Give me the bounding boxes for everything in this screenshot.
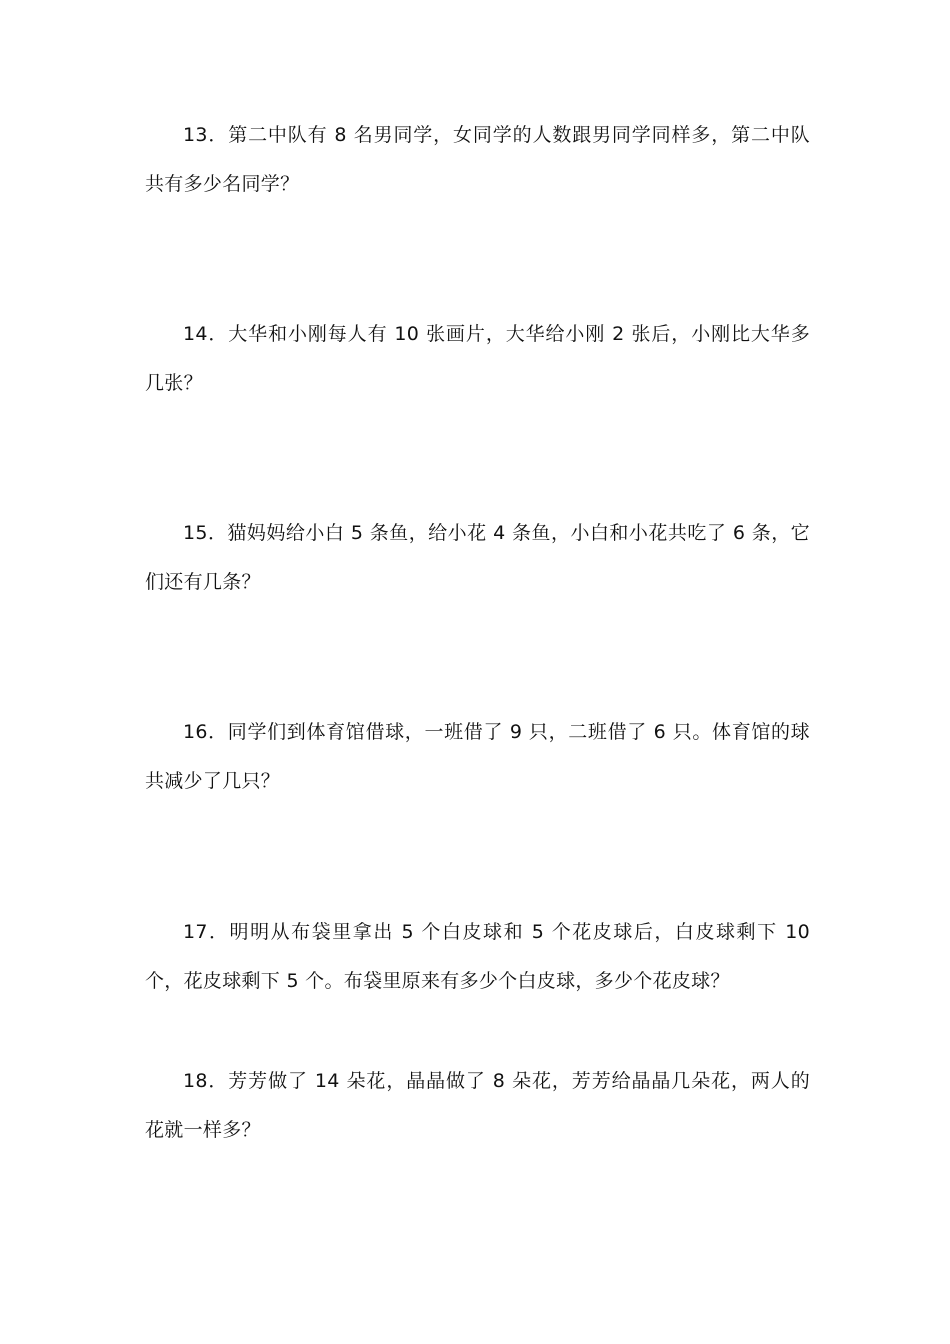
problem-14: 14．大华和小刚每人有 10 张画片，大华给小刚 2 张后，小刚比大华多几张？ [145,323,810,394]
problem-16: 16．同学们到体育馆借球，一班借了 9 只，二班借了 6 只。体育馆的球共减少了几只？ [145,721,810,792]
problem-15: 15．猫妈妈给小白 5 条鱼，给小花 4 条鱼，小白和小花共吃了 6 条，它们还有几条？ [145,522,810,593]
problem-18: 18．芳芳做了 14 朵花，晶晶做了 8 朵花，芳芳给晶晶几朵花，两人的花就一样多？ [145,1070,810,1141]
problem-17: 17．明明从布袋里拿出 5 个白皮球和 5 个花皮球后，白皮球剩下 10 个，花皮球剩下 5 个。布袋里原来有多少个白皮球，多少个花皮球？ [145,921,810,992]
problem-13: 13．第二中队有 8 名男同学，女同学的人数跟男同学同样多，第二中队共有多少名同学？ [145,124,810,195]
